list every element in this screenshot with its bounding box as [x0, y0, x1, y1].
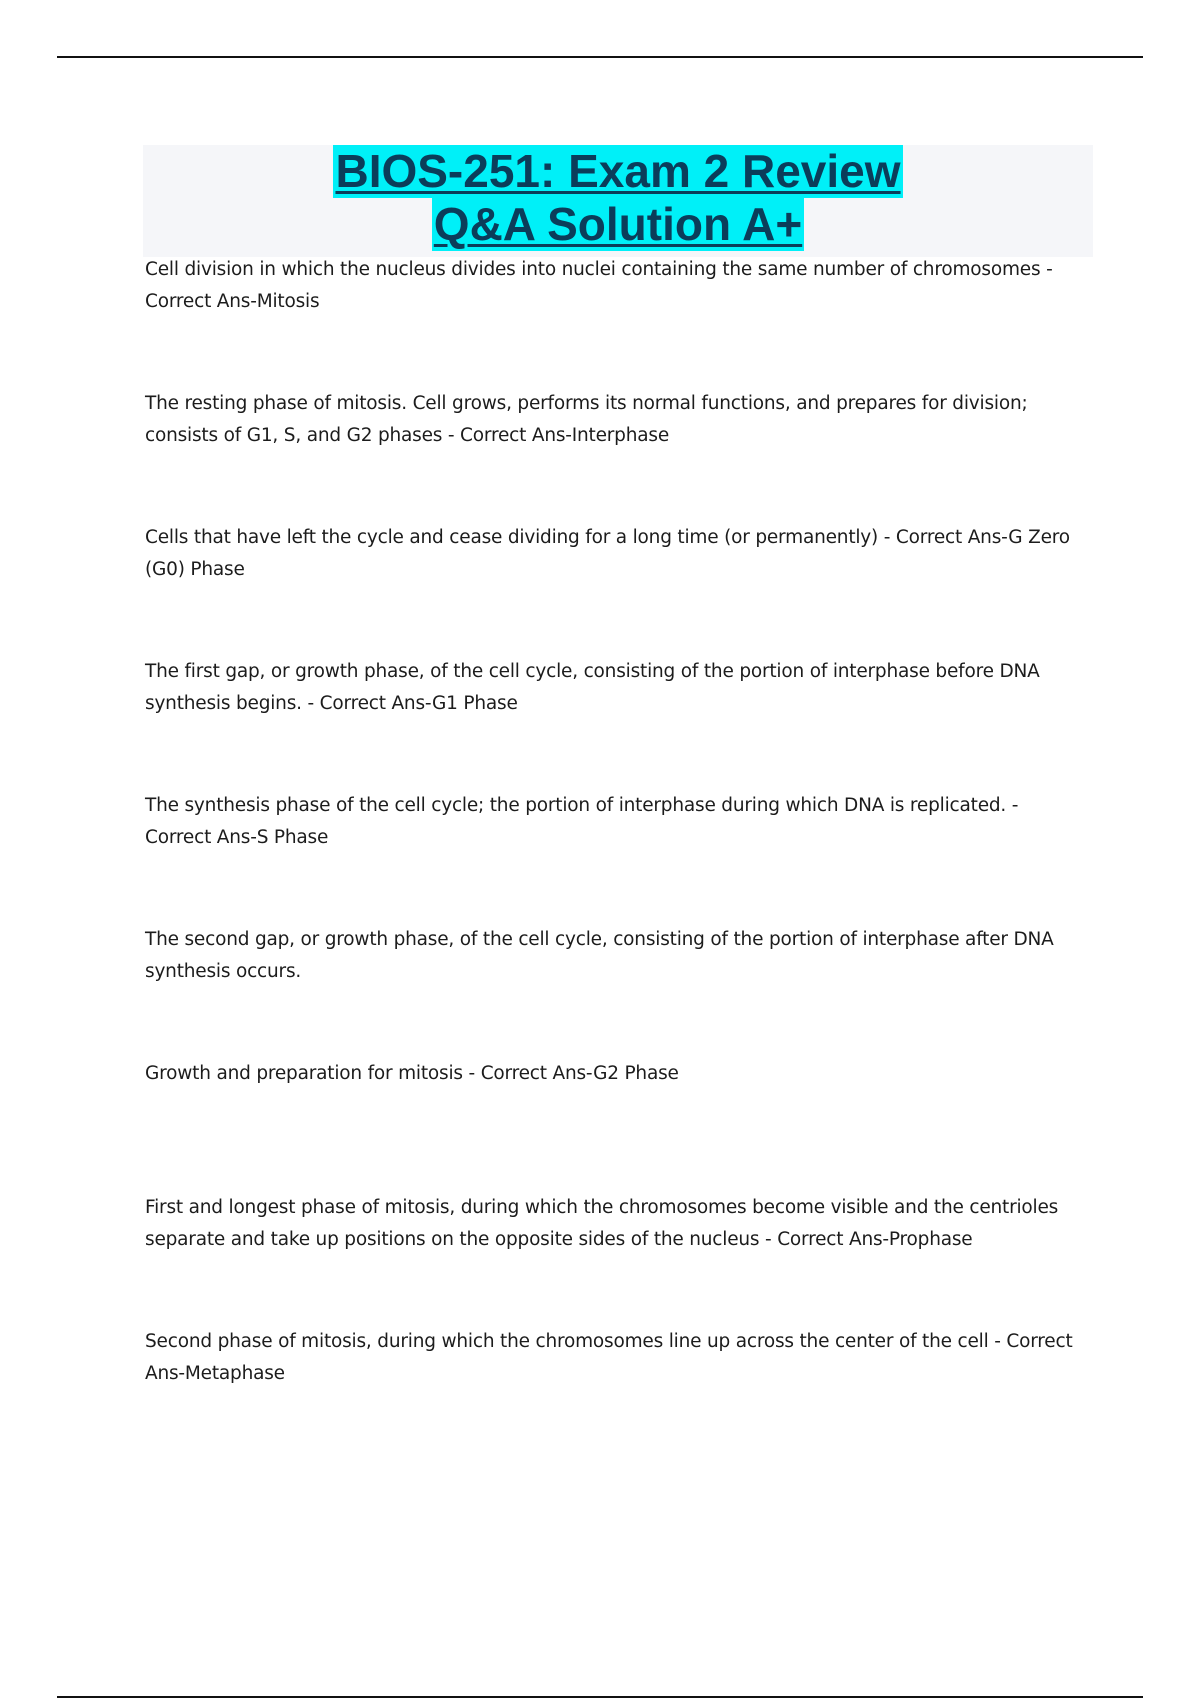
qa-item-mitosis: Cell division in which the nucleus divides into nuclei containing the same number of chromosomes - Correct Ans-Mitosis: [145, 259, 1053, 312]
title-line-1: BIOS-251: Exam 2 Review: [335, 145, 901, 197]
qa-list: [145, 254, 1085, 1460]
qa-item-second-gap: The second gap, or growth phase, of the cell cycle, consisting of the portion of interphase after DNA synthesis occurs.: [145, 929, 1054, 982]
qa-item-g2-phase: Growth and preparation for mitosis - Correct Ans-G2 Phase: [145, 1063, 679, 1084]
qa-item-prophase: First and longest phase of mitosis, during which the chromosomes become visible and the centrioles separate and take up positions on the opposite sides of the nucleus - Correct Ans-Prophase: [145, 1197, 1059, 1250]
qa-item-s-phase: The synthesis phase of the cell cycle; the portion of interphase during which DNA is replicated. - Correct Ans-S Phase: [145, 795, 1019, 848]
qa-item-metaphase: Second phase of mitosis, during which the chromosomes line up across the center of the cell - Correct Ans-Metaphase: [145, 1331, 1073, 1384]
qa-item-interphase: The resting phase of mitosis. Cell grows, performs its normal functions, and prepares for division; consists of G1, S, and G2 phases - Correct Ans-Interphase: [145, 393, 1028, 446]
qa-item-g0-phase: Cells that have left the cycle and cease dividing for a long time (or permanently) - Correct Ans-G Zero (G0) Phase: [145, 527, 1070, 580]
qa-item-g1-phase: The first gap, or growth phase, of the cell cycle, consisting of the portion of interphase before DNA synthesis begins. - Correct Ans-G1 Phase: [145, 661, 1040, 714]
document-title: [143, 145, 1093, 257]
bottom-divider: [57, 1696, 1143, 1698]
top-divider: [57, 56, 1143, 58]
title-line-2: Q&A Solution A+: [433, 198, 803, 250]
